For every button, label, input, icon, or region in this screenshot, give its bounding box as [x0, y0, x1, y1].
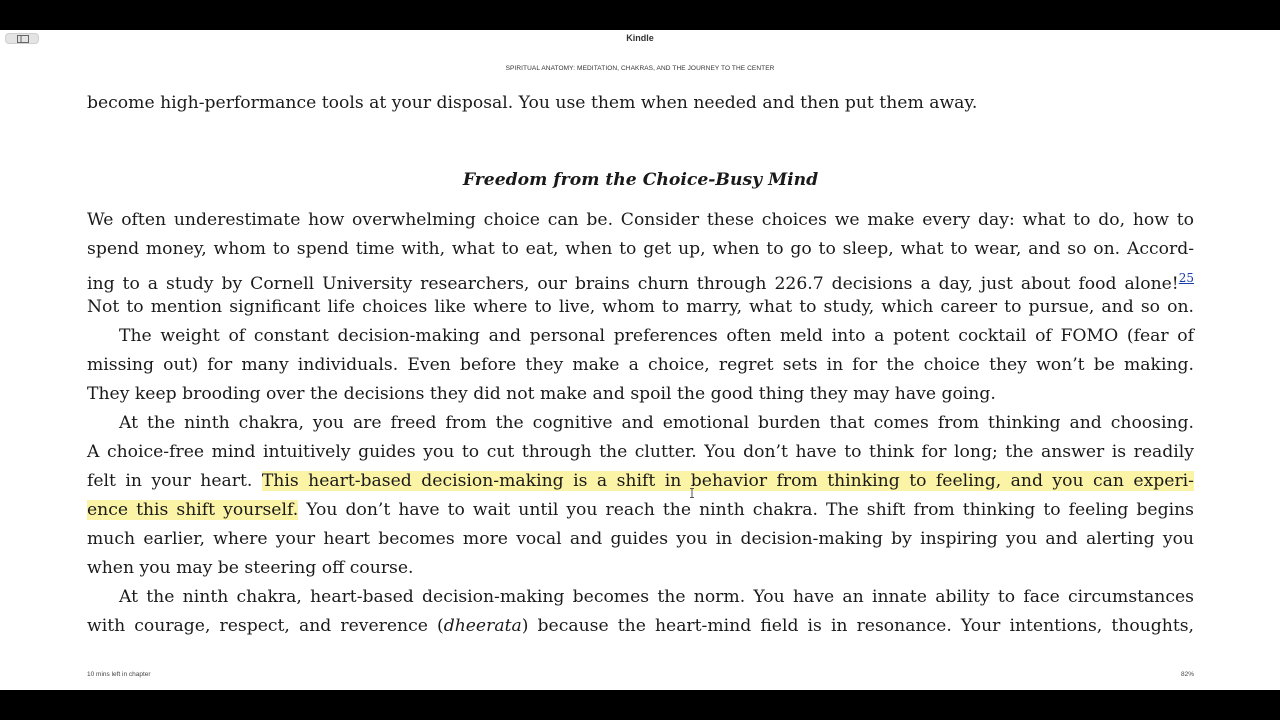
highlighted-passage[interactable]: ence this shift yourself.	[87, 500, 299, 520]
text-span: felt in your heart.	[87, 471, 262, 491]
text-line: much earlier, where your heart becomes more vocal and guides you in decision-making by inspiring you and alerting you	[87, 529, 1194, 549]
italic-term: dheerata	[443, 616, 522, 636]
text-line	[87, 612, 1194, 641]
text-line	[87, 496, 1194, 525]
text-line	[87, 264, 1194, 293]
text-line: We often underestimate how overwhelming choice can be. Consider these choices we make every day: what to do, how to	[87, 210, 1194, 230]
text-line: The weight of constant decision-making and personal preferences often meld into a potent cocktail of FOMO (fear of	[119, 326, 1194, 346]
time-left-in-chapter: 10 mins left in chapter	[87, 671, 151, 678]
text-span: ing to a study by Cornell University researchers, our brains churn through 226.7 decisions a day, just about food alone!	[87, 274, 1179, 294]
text-line: At the ninth chakra, heart-based decision-making becomes the norm. You have an innate ability to face circumstances	[119, 587, 1194, 607]
text-cursor-icon	[690, 488, 694, 498]
text-line: At the ninth chakra, you are freed from the cognitive and emotional burden that comes from thinking and choosing.	[119, 413, 1194, 433]
title-bar	[0, 30, 1280, 48]
text-line: when you may be steering off course.	[87, 558, 414, 578]
reading-pane[interactable]	[87, 89, 1194, 641]
section-heading: Freedom from the Choice-Busy Mind	[462, 170, 819, 190]
text-line: missing out) for many individuals. Even before they make a choice, regret sets in for the choice they won’t be making.	[87, 355, 1194, 375]
kindle-window	[0, 30, 1280, 690]
highlighted-passage[interactable]: This heart-based decision-making is a shift in behavior from thinking to feeling, and you can experi-	[261, 471, 1194, 491]
text-span: with courage, respect, and reverence (	[87, 616, 444, 636]
text-line: A choice-free mind intuitively guides you to cut through the clutter. You don’t have to think for long; the answer is readily	[87, 442, 1194, 462]
text-line	[87, 467, 1194, 496]
book-title-header: SPIRITUAL ANATOMY: MEDITATION, CHAKRAS, AND THE JOURNEY TO THE CENTER	[505, 65, 775, 72]
app-title: Kindle	[626, 33, 654, 43]
text-span: ) because the heart-mind field is in resonance. Your intentions, thoughts,	[521, 616, 1195, 636]
footnote-link[interactable]: 25	[1178, 271, 1194, 285]
reading-progress: 82%	[1180, 671, 1194, 678]
text-line: spend money, whom to spend time with, what to eat, when to get up, when to go to sleep, what to wear, and so on. Accord-	[87, 239, 1194, 259]
text-span: You don’t have to wait until you reach the ninth chakra. The shift from thinking to feeling begins	[298, 500, 1194, 520]
text-line: Not to mention significant life choices like where to live, whom to marry, what to study, which career to pursue, and so on.	[87, 297, 1194, 317]
section-gap	[87, 118, 1194, 166]
text-line: They keep brooding over the decisions they did not make and spoil the good thing they may have going.	[87, 384, 996, 404]
text-line: become high-performance tools at your disposal. You use them when needed and then put them away.	[87, 93, 978, 113]
